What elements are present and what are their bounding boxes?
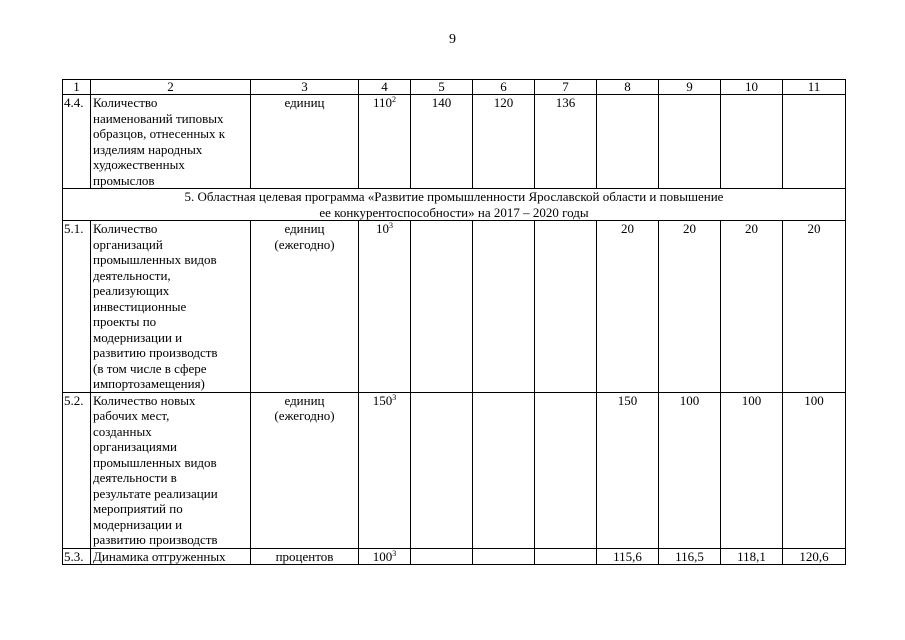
column-header: 11	[783, 80, 846, 95]
indicator-name: Динамика отгруженных	[91, 548, 251, 565]
indicator-name: Количество наименований типовых образцов, отнесенных к изделиям народных художественных промыслов	[91, 95, 251, 189]
value-cell	[411, 392, 473, 548]
value-cell	[535, 392, 597, 548]
page-number: 9	[449, 32, 456, 47]
column-header: 2	[91, 80, 251, 95]
column-header: 5	[411, 80, 473, 95]
row-number: 5.3.	[63, 548, 91, 565]
value-cell	[535, 221, 597, 393]
base-value: $110^2$	[359, 95, 411, 189]
footnote-mark: 2	[392, 95, 397, 104]
value-cell: 20	[783, 221, 846, 393]
table-row	[63, 548, 846, 565]
row-number: 5.1.	[63, 221, 91, 393]
value-cell: 100	[659, 392, 721, 548]
value-cell: 100	[721, 392, 783, 548]
column-header: 10	[721, 80, 783, 95]
indicator-name: Количество организаций промышленных видов деятельности, реализующих инвестиционные проекты по модернизации и развитию производств (в том числе в сфере импортозамещения)	[91, 221, 251, 393]
base-value: $10^3$	[359, 221, 411, 393]
column-header: 6	[473, 80, 535, 95]
unit: процентов	[251, 548, 359, 565]
value-cell: 100	[783, 392, 846, 548]
footnote-mark: 3	[392, 548, 397, 558]
column-header: 3	[251, 80, 359, 95]
column-header: 4	[359, 80, 411, 95]
column-header: 8	[597, 80, 659, 95]
base-value: $100^3$	[359, 548, 411, 565]
value-cell	[783, 95, 846, 189]
value-cell: 118,1	[721, 548, 783, 565]
value-cell	[659, 95, 721, 189]
column-header: 1	[63, 80, 91, 95]
value-cell: 116,5	[659, 548, 721, 565]
unit: единиц (ежегодно)	[251, 392, 359, 548]
value-cell: 115,6	[597, 548, 659, 565]
value-cell: 120,6	[783, 548, 846, 565]
unit: единиц	[251, 95, 359, 189]
column-header: 7	[535, 80, 597, 95]
value-cell: 120	[473, 95, 535, 189]
table-row	[63, 95, 846, 189]
value-cell: 136	[535, 95, 597, 189]
indicator-name: Количество новых рабочих мест, созданных организациями промышленных видов деятельности в результате реализации мероприятий по модернизации и развитию производств	[91, 392, 251, 548]
table-row	[63, 221, 846, 393]
value-cell	[473, 392, 535, 548]
value-cell: 20	[659, 221, 721, 393]
section-row	[63, 189, 846, 221]
indicators-table	[62, 79, 846, 565]
value-cell	[721, 95, 783, 189]
footnote-mark: 3	[392, 392, 397, 402]
value-cell	[473, 548, 535, 565]
value-cell	[535, 548, 597, 565]
row-number: 4.4.	[63, 95, 91, 189]
value-cell	[411, 221, 473, 393]
value-cell	[473, 221, 535, 393]
section-title: 5. Областная целевая программа «Развитие промышленности Ярославской области и повышение ее конкурентоспособности» на 2017 – 2020 годы	[63, 189, 846, 221]
value-cell: 20	[597, 221, 659, 393]
value-cell: 20	[721, 221, 783, 393]
value-cell	[597, 95, 659, 189]
base-value: $150^3$	[359, 392, 411, 548]
table-row	[63, 392, 846, 548]
footnote-mark: 3	[389, 221, 393, 230]
column-number-row	[63, 80, 846, 95]
value-cell: 140	[411, 95, 473, 189]
column-header: 9	[659, 80, 721, 95]
row-number: 5.2.	[63, 392, 91, 548]
value-cell	[411, 548, 473, 565]
value-cell: 150	[597, 392, 659, 548]
unit: единиц (ежегодно)	[251, 221, 359, 393]
